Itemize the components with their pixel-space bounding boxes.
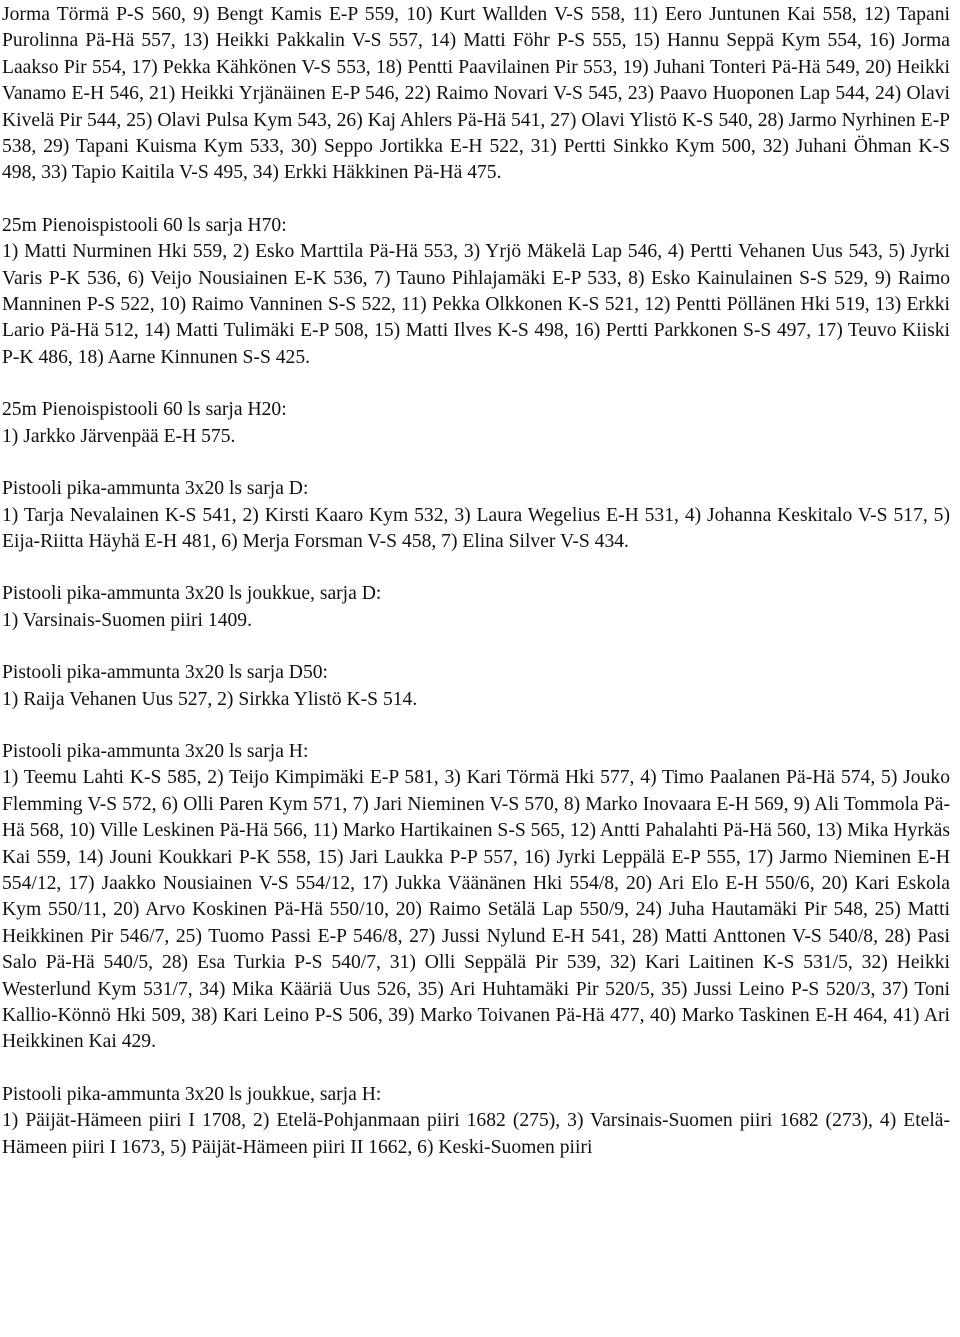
- section-heading: 25m Pienoispistooli 60 ls sarja H20:: [2, 399, 287, 421]
- section-results: 1) Teemu Lahti K-S 585, 2) Teijo Kimpimäki E-P 581, 3) Kari Törmä Hki 577, 4) Timo Paalanen Pä-Hä 574, 5) Jouko Flemming V-S 572, 6) Olli Paren Kym 571, 7) Jari Nieminen V-S 570, 8) Marko Inovaara E-H 569, 9) Ali Tommola Pä-Hä 568, 10) Ville Leskinen Pä-Hä 566, 11) Marko Hartikainen S-S 565, 12) Antti Pahalahti Pä-Hä 560, 13) Mika Hyrkäs Kai 559, 14) Jouni Koukkari P-K 558, 15) Jari Laukka P-P 557, 16) Jyrki Leppälä E-P 555, 17) Jarmo Nieminen E-H 554/12, 17) Jaakko Nousiainen V-S 554/12, 17) Jukka Väänänen Hki 554/8, 20) Ari Elo E-H 550/6, 20) Kari Eskola Kym 550/11, 20) Arvo Koskinen Pä-Hä 550/10, 20) Raimo Setälä Lap 550/9, 24) Juha Hautamäki Pir 548, 25) Matti Heikkinen Pir 546/7, 25) Tuomo Passi E-P 546/8, 27) Jussi Nylund E-H 541, 28) Matti Anttonen V-S 540/8, 28) Pasi Salo Pä-Hä 540/5, 28) Esa Turkia P-S 540/7, 31) Olli Seppälä Pir 539, 32) Kari Laitinen K-S 531/5, 32) Heikki Westerlund Kym 531/7, 34) Mika Kääriä Uus 526, 35) Ari Huhtamäki Pir 520/5, 35) Jussi Leino P-S 520/3, 37) Toni Kallio-Könnö Hki 509, 38) Kari Leino P-S 506, 39) Marko Toivanen Pä-Hä 477, 40) Marko Taskinen E-H 464, 41) Ari Heikkinen Kai 429.: [2, 767, 950, 1053]
- section-h20: [2, 397, 950, 450]
- section-heading: Pistooli pika-ammunta 3x20 ls sarja H:: [2, 740, 309, 762]
- section-results: 1) Tarja Nevalainen K-S 541, 2) Kirsti Kaaro Kym 532, 3) Laura Wegelius E-H 531, 4) Johanna Keskitalo V-S 517, 5) Eija-Riitta Häyhä E-H 481, 6) Merja Forsman V-S 458, 7) Elina Silver V-S 434.: [2, 504, 950, 552]
- intro-results-paragraph: Jorma Törmä P-S 560, 9) Bengt Kamis E-P 559, 10) Kurt Wallden V-S 558, 11) Eero Juntunen Kai 558, 12) Tapani Purolinna Pä-Hä 557, 13) Heikki Pakkalin V-S 557, 14) Matti Föhr P-S 555, 15) Hannu Seppä Kym 554, 16) Jorma Laakso Pir 554, 17) Pekka Kähkönen V-S 553, 18) Pentti Paavilainen Pir 553, 19) Juhani Tonteri Pä-Hä 549, 20) Heikki Vanamo E-H 546, 21) Heikki Yrjänäinen E-P 546, 22) Raimo Novari V-S 545, 23) Paavo Huoponen Lap 544, 24) Olavi Kivelä Pir 544, 25) Olavi Pulsa Kym 543, 26) Kaj Ahlers Pä-Hä 541, 27) Olavi Ylistö K-S 540, 28) Jarmo Nyrhinen E-P 538, 29) Tapani Kuisma Kym 533, 30) Seppo Jortikka E-H 522, 31) Pertti Sinkko Kym 500, 32) Juhani Öhman K-S 498, 33) Tapio Kaitila V-S 495, 34) Erkki Häkkinen Pä-Hä 475.: [2, 4, 950, 184]
- section-heading: Pistooli pika-ammunta 3x20 ls joukkue, sarja D:: [2, 583, 382, 605]
- section-heading: Pistooli pika-ammunta 3x20 ls sarja D:: [2, 478, 309, 500]
- section-rapid-d50: [2, 660, 950, 713]
- section-heading: 25m Pienoispistooli 60 ls sarja H70:: [2, 214, 287, 236]
- section-rapid-d: [2, 476, 950, 555]
- section-rapid-h: [2, 739, 950, 1056]
- section-results: 1) Päijät-Hämeen piiri I 1708, 2) Etelä-Pohjanmaan piiri 1682 (275), 3) Varsinais-Suomen piiri 1682 (273), 4) Etelä-Hämeen piiri I 1673, 5) Päijät-Hämeen piiri II 1662, 6) Keski-Suomen piiri: [2, 1110, 950, 1158]
- section-rapid-h-team: [2, 1082, 950, 1161]
- section-results: 1) Jarkko Järvenpää E-H 575.: [2, 425, 236, 447]
- section-rapid-d-team: [2, 581, 950, 634]
- section-heading: Pistooli pika-ammunta 3x20 ls joukkue, sarja H:: [2, 1083, 382, 1105]
- section-results: 1) Matti Nurminen Hki 559, 2) Esko Marttila Pä-Hä 553, 3) Yrjö Mäkelä Lap 546, 4) Pertti Vehanen Uus 543, 5) Jyrki Varis P-K 536, 6) Veijo Nousiainen E-K 536, 7) Tauno Pihlajamäki E-P 533, 8) Esko Kainulainen S-S 529, 9) Raimo Manninen P-S 522, 10) Raimo Vanninen S-S 522, 11) Pekka Olkkonen K-S 521, 12) Pentti Pöllänen Hki 519, 13) Erkki Lario Pä-Hä 512, 14) Matti Tulimäki E-P 508, 15) Matti Ilves K-S 498, 16) Pertti Parkkonen S-S 497, 17) Teuvo Kiiski P-K 486, 18) Aarne Kinnunen S-S 425.: [2, 241, 950, 368]
- section-results: 1) Varsinais-Suomen piiri 1409.: [2, 609, 252, 631]
- section-heading: Pistooli pika-ammunta 3x20 ls sarja D50:: [2, 662, 328, 684]
- section-results: 1) Raija Vehanen Uus 527, 2) Sirkka Ylistö K-S 514.: [2, 688, 418, 710]
- section-h70: [2, 213, 950, 371]
